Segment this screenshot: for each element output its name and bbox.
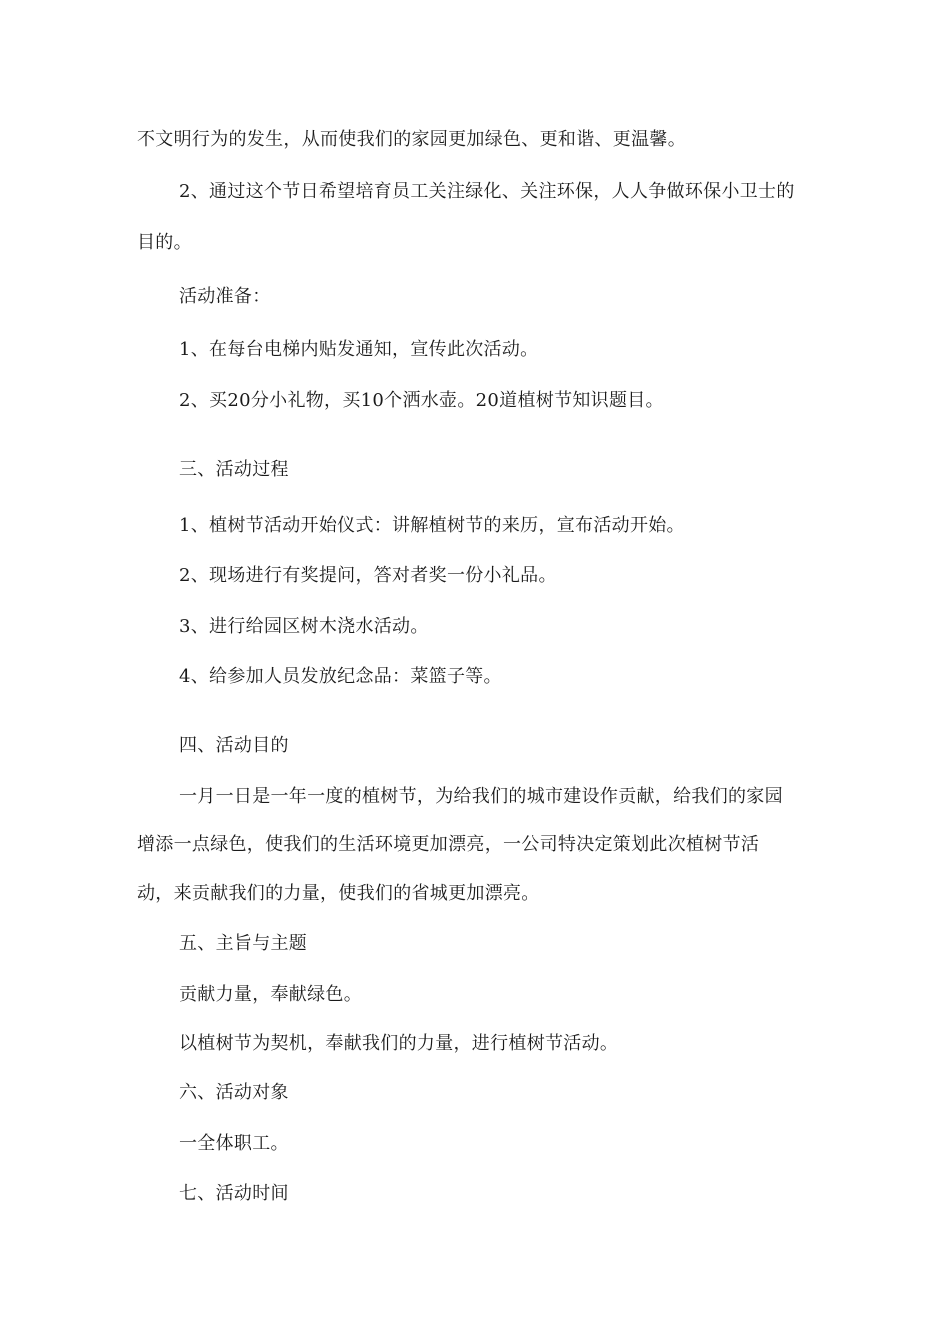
section-heading: 七、活动时间 xyxy=(179,1183,289,1204)
paragraph-line: 贡献力量，奉献绿色。 xyxy=(179,984,362,1005)
list-item: 3、进行给园区树木浇水活动。 xyxy=(179,616,429,637)
paragraph-line: 增添一点绿色，使我们的生活环境更加漂亮，一公司特决定策划此次植树节活 xyxy=(137,834,760,855)
section-label: 活动准备： xyxy=(179,286,271,307)
list-item: 2、买20分小礼物，买10个洒水壶。20道植树节知识题目。 xyxy=(179,390,664,411)
section-heading: 六、活动对象 xyxy=(179,1082,289,1103)
list-item: 4、给参加人员发放纪念品：菜篮子等。 xyxy=(179,666,502,687)
list-item: 1、植树节活动开始仪式：讲解植树节的来历，宣布活动开始。 xyxy=(179,515,685,536)
section-heading: 三、活动过程 xyxy=(179,459,289,480)
paragraph-line: 以植树节为契机，奉献我们的力量，进行植树节活动。 xyxy=(179,1033,619,1054)
paragraph-line: 一全体职工。 xyxy=(179,1133,289,1154)
paragraph-line: 动，来贡献我们的力量，使我们的省城更加漂亮。 xyxy=(137,883,540,904)
paragraph-line: 一月一日是一年一度的植树节，为给我们的城市建设作贡献，给我们的家园 xyxy=(179,786,783,807)
section-heading: 四、活动目的 xyxy=(179,735,289,756)
list-item: 2、现场进行有奖提问，答对者奖一份小礼品。 xyxy=(179,565,557,586)
paragraph-line: 目的。 xyxy=(137,232,192,253)
paragraph-line: 不文明行为的发生，从而使我们的家园更加绿色、更和谐、更温馨。 xyxy=(137,129,686,150)
section-heading: 五、主旨与主题 xyxy=(179,933,308,954)
list-item: 1、在每台电梯内贴发通知，宣传此次活动。 xyxy=(179,339,539,360)
paragraph-line: 2、通过这个节日希望培育员工关注绿化、关注环保，人人争做环保小卫士的 xyxy=(179,181,795,202)
